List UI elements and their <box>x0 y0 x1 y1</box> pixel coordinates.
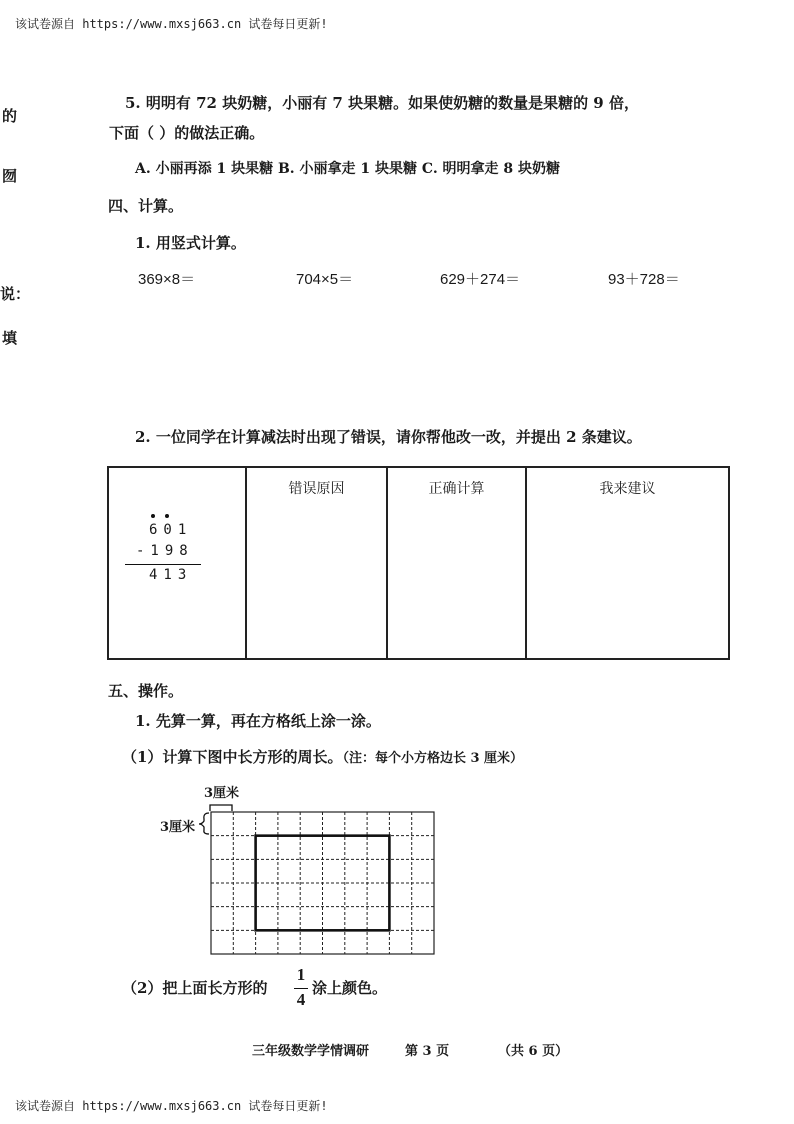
footer-page: 第 3 页 <box>405 1044 450 1059</box>
fraction-denominator: 4 <box>296 990 306 1009</box>
footer-total: （共 6 页） <box>498 1044 569 1059</box>
minuend: 601 <box>149 522 193 538</box>
calc-problem: 93＋728＝ <box>608 271 680 288</box>
reason-cell[interactable] <box>246 467 387 659</box>
watermark-bottom: 该试卷源自 https://www.mxsj663.cn 试卷每日更新! <box>15 1099 328 1113</box>
section5-q1 <box>122 746 523 767</box>
q2-after: 涂上颜色。 <box>312 979 388 997</box>
result: 413 <box>149 567 193 583</box>
header-correct: 正确计算 <box>428 481 485 497</box>
borrow-dot <box>151 514 155 518</box>
header-advice: 我来建议 <box>599 481 656 497</box>
subtrahend: -198 <box>136 543 194 559</box>
margin-fragment: 填 <box>2 329 18 347</box>
grid-paper <box>210 811 435 955</box>
error-correction-table <box>107 466 730 660</box>
margin-fragment: 说： <box>0 285 31 303</box>
section5-q2 <box>122 977 267 998</box>
wrong-calc-cell <box>108 467 246 659</box>
section4-sub1: 1. 用竖式计算。 <box>135 234 246 252</box>
calc-problem: 369×8＝ <box>138 271 196 288</box>
calc-line <box>125 564 201 565</box>
q1-note: （注：每个小方格边长 3 厘米） <box>342 751 524 766</box>
q5-line1: 5. 明明有 72 块奶糖，小丽有 7 块果糖。如果使奶糖的数量是果糖的 9 倍， <box>125 94 639 112</box>
section5-heading: 五、操作。 <box>108 682 184 700</box>
q5-options: A. 小丽再添 1 块果糖 B. 小丽拿走 1 块果糖 C. 明明拿走 8 块奶糖 <box>135 161 561 177</box>
footer-title: 三年级数学学情调研 <box>252 1044 370 1059</box>
section4-heading: 四、计算。 <box>108 197 184 215</box>
section5-sub1: 1. 先算一算，再在方格纸上涂一涂。 <box>135 712 381 730</box>
calc-problem: 704×5＝ <box>296 271 354 288</box>
margin-fragment: 的 <box>2 107 18 125</box>
grid-svg[interactable] <box>210 811 435 955</box>
margin-fragment: 囫 <box>2 167 18 185</box>
borrow-dot <box>165 514 169 518</box>
section4-sub2: 2. 一位同学在计算减法时出现了错误，请你帮他改一改，并提出 2 条建议。 <box>135 428 642 446</box>
watermark-top: 该试卷源自 https://www.mxsj663.cn 试卷每日更新! <box>15 17 328 31</box>
label-left: 3厘米 <box>160 820 196 835</box>
advice-cell[interactable] <box>526 467 729 659</box>
fraction-numerator: 1 <box>296 965 306 984</box>
q2-before: （2）把上面长方形的 <box>122 979 268 997</box>
header-reason: 错误原因 <box>288 481 345 497</box>
correct-cell[interactable] <box>387 467 526 659</box>
label-top: 3厘米 <box>204 786 240 801</box>
q1-text: （1）计算下图中长方形的周长。 <box>122 748 343 766</box>
q5-line2: 下面（ ）的做法正确。 <box>109 124 265 142</box>
calc-problem: 629＋274＝ <box>440 271 521 288</box>
fraction-bar <box>294 988 308 989</box>
